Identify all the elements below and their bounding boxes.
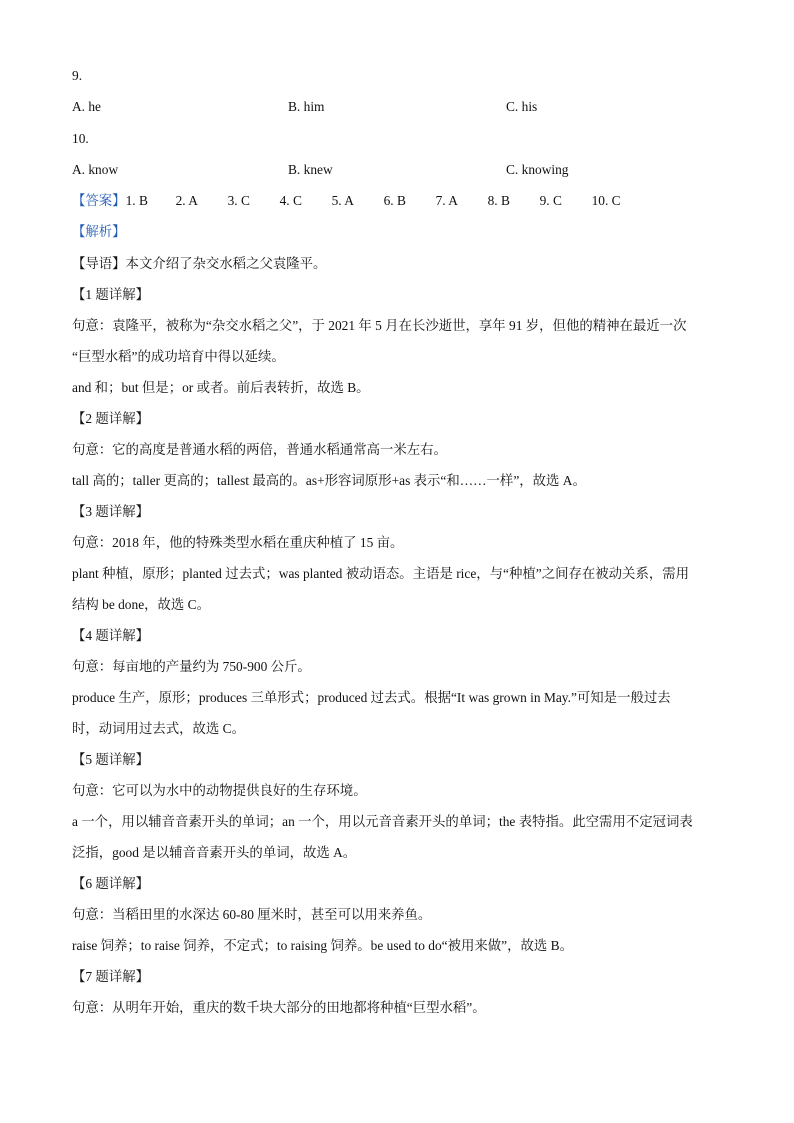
detail-2-line: tall 高的；taller 更高的；tallest 最高的。as+形容词原形+as 表示“和……一样”，故选 A。 <box>72 473 586 488</box>
q10-option-c: C. knowing <box>506 162 569 177</box>
answer-item: 1. B <box>125 193 148 208</box>
detail-4-title: 【4 题详解】 <box>72 628 149 643</box>
answer-item: 4. C <box>279 193 302 208</box>
detail-3-line: 句意：2018 年，他的特殊类型水稻在重庆种植了 15 亩。 <box>72 535 404 550</box>
detail-6-line: raise 饲养；to raise 饲养，不定式；to raising 饲养。be used to do“被用来做”，故选 B。 <box>72 938 573 953</box>
q9-option-a: A. he <box>72 99 102 114</box>
detail-5-line: a 一个，用以辅音音素开头的单词；an 一个，用以元音音素开头的单词；the 表特指。此空需用不定冠词表 <box>72 814 693 829</box>
answer-item: 10. C <box>591 193 621 208</box>
analysis-label: 【解析】 <box>72 224 126 239</box>
detail-5-line: 句意：它可以为水中的动物提供良好的生存环境。 <box>72 783 367 798</box>
answer-item: 9. C <box>539 193 562 208</box>
detail-1-line: and 和；but 但是；or 或者。前后表转折，故选 B。 <box>72 380 370 395</box>
answer-row <box>72 192 644 210</box>
q10-option-a: A. know <box>72 162 119 177</box>
detail-1-line: 句意：袁隆平，被称为“杂交水稻之父”，于 2021 年 5 月在长沙逝世，享年 91 岁，但他的精神在最近一次 <box>72 318 687 333</box>
detail-6-line: 句意：当稻田里的水深达 60-80 厘米时，甚至可以用来养鱼。 <box>72 907 432 922</box>
detail-5-title: 【5 题详解】 <box>72 752 149 767</box>
answer-label: 【答案】 <box>72 193 126 208</box>
detail-3-line: plant 种植，原形；planted 过去式；was planted 被动语态。主语是 rice，与“种植”之间存在被动关系，需用 <box>72 566 690 581</box>
detail-7-line: 句意：从明年开始，重庆的数千块大部分的田地都将种植“巨型水稻”。 <box>72 1000 486 1015</box>
answer-item: 8. B <box>487 193 510 208</box>
detail-3-line: 结构 be done，故选 C。 <box>72 597 210 612</box>
q9-option-b: B. him <box>288 99 325 114</box>
answer-item: 7. A <box>435 193 458 208</box>
answer-item: 2. A <box>175 193 198 208</box>
detail-1-title: 【1 题详解】 <box>72 287 149 302</box>
q9-option-c: C. his <box>506 99 538 114</box>
detail-5-line: 泛指，good 是以辅音音素开头的单词，故选 A。 <box>72 845 357 860</box>
detail-6-title: 【6 题详解】 <box>72 876 149 891</box>
answer-item: 5. A <box>331 193 354 208</box>
guide-text: 【导语】本文介绍了杂交水稻之父袁隆平。 <box>72 256 327 271</box>
answer-item: 6. B <box>383 193 406 208</box>
detail-7-title: 【7 题详解】 <box>72 969 149 984</box>
detail-2-title: 【2 题详解】 <box>72 411 149 426</box>
question-9-number: 9. <box>72 68 83 83</box>
q10-option-b: B. knew <box>288 162 333 177</box>
detail-3-title: 【3 题详解】 <box>72 504 149 519</box>
detail-4-line: 时，动词用过去式，故选 C。 <box>72 721 245 736</box>
detail-4-line: produce 生产，原形；produces 三单形式；produced 过去式。根据“It was grown in May.”可知是一般过去 <box>72 690 671 705</box>
question-10-number: 10. <box>72 131 89 146</box>
explanation-body <box>72 248 722 1023</box>
detail-4-line: 句意：每亩地的产量约为 750-900 公斤。 <box>72 659 311 674</box>
detail-1-line: “巨型水稻”的成功培育中得以延续。 <box>72 349 285 364</box>
answer-item: 3. C <box>227 193 250 208</box>
detail-2-line: 句意：它的高度是普通水稻的两倍，普通水稻通常高一米左右。 <box>72 442 447 457</box>
